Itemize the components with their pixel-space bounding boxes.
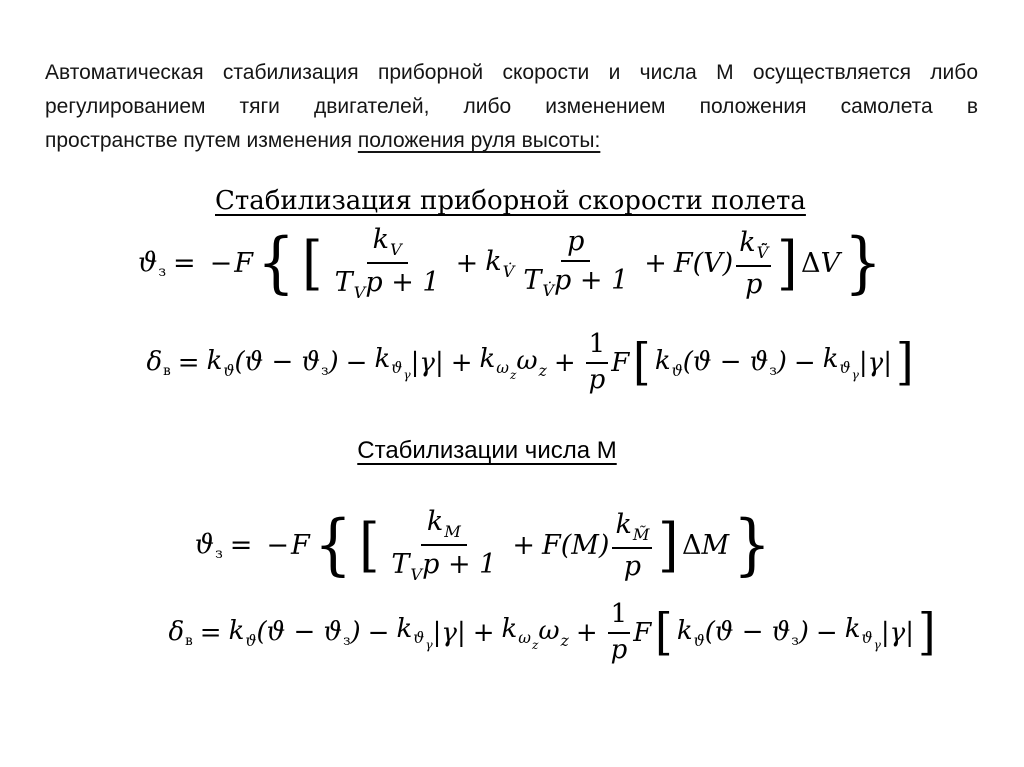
math-subsubscript: γ <box>403 367 411 382</box>
math-subsubscript: γ <box>851 367 859 382</box>
math-subscript: ϑ <box>223 361 235 380</box>
fraction <box>329 224 446 303</box>
math-token: |γ| <box>858 347 892 378</box>
math-token: ϑ <box>194 528 215 560</box>
paragraph-line <box>45 124 978 158</box>
open-bracket: [ <box>358 510 380 579</box>
equals-sign: = <box>173 247 196 279</box>
close-brace: } <box>733 506 772 584</box>
math-token: |γ| <box>410 347 444 378</box>
math-token: ) <box>350 616 361 647</box>
math-subscript <box>413 629 433 652</box>
math-token: ω <box>516 346 538 377</box>
formula-elevator-mach <box>169 600 940 666</box>
math-subscript: M <box>444 521 461 541</box>
math-token: T <box>334 267 353 299</box>
math-token: T <box>523 265 542 297</box>
plus-sign: + <box>644 247 667 279</box>
paragraph-text: пространстве путем изменения <box>45 129 358 152</box>
math-token: k <box>615 509 632 541</box>
math-token: p + 1 <box>422 549 497 581</box>
math-token <box>845 614 881 652</box>
math-subscript: з <box>215 546 223 563</box>
paragraph-line <box>45 56 978 90</box>
math-subscript: ϑ <box>245 631 257 650</box>
math-token: ϑ <box>413 629 425 648</box>
paragraph-text: регулированием тяги двигателей, либо изменением положения самолета в <box>45 95 978 118</box>
math-subscript: з <box>321 362 329 379</box>
math-token <box>683 347 787 379</box>
numerator <box>736 227 771 266</box>
minus-sign: − <box>345 347 368 378</box>
math-token: ϑ <box>839 359 851 378</box>
math-token: ω <box>496 359 509 378</box>
math-token <box>502 614 539 652</box>
minus-sign: − <box>815 617 838 648</box>
fraction <box>736 227 771 299</box>
minus-sign: − <box>793 347 816 378</box>
close-bracket: ] <box>777 228 798 297</box>
math-token <box>655 346 683 380</box>
numerator <box>561 226 590 262</box>
math-subscript <box>518 629 539 652</box>
paragraph-line <box>45 90 978 124</box>
math-subsubscript: γ <box>873 637 881 652</box>
paragraph-text: Автоматическая стабилизация приборной скорости и числа М осуществляется либо <box>45 61 978 84</box>
math-token <box>147 347 171 379</box>
formula-theta-mach-row <box>0 506 1024 585</box>
math-token <box>480 344 517 382</box>
math-subscript: V̇ <box>502 261 515 281</box>
math-subscript: ϑ <box>693 631 705 650</box>
intro-paragraph <box>45 56 978 158</box>
plus-sign: + <box>575 617 598 648</box>
math-token <box>234 347 338 379</box>
math-token: F <box>234 247 253 279</box>
math-token: p <box>745 268 763 300</box>
close-brace: } <box>844 224 882 302</box>
math-token: k <box>822 343 839 374</box>
math-token: F <box>611 347 630 378</box>
math-token: ϑ <box>391 359 403 378</box>
math-token: F(V) <box>673 247 734 279</box>
math-subsubscript: z <box>531 637 539 652</box>
math-token: |γ| <box>432 617 466 648</box>
math-token <box>682 530 729 561</box>
plus-sign: + <box>450 347 473 378</box>
math-token: F <box>291 529 310 561</box>
math-token <box>374 344 410 382</box>
math-subscript: в <box>185 632 193 649</box>
mach-section-heading-wrap <box>0 437 1024 465</box>
mach-section-heading: Стабилизации числа М <box>357 437 617 464</box>
math-subscript: V̈̃ <box>756 242 769 262</box>
numerator <box>421 506 467 546</box>
math-token: F <box>633 617 652 648</box>
math-token: k <box>228 616 245 647</box>
math-token: |γ| <box>880 617 914 648</box>
math-token: k <box>654 346 671 377</box>
open-bracket: [ <box>302 228 323 297</box>
math-subscript: з <box>343 632 351 649</box>
math-token: ) <box>776 346 787 377</box>
math-token <box>538 616 568 650</box>
math-token: k <box>479 343 496 374</box>
math-subscript: V <box>410 565 423 585</box>
math-token <box>705 617 809 649</box>
math-token: (ϑ − ϑ <box>256 616 343 647</box>
plus-sign: + <box>455 247 479 279</box>
minus-sign: − <box>209 247 233 279</box>
delta-symbol: Δ <box>682 529 702 561</box>
math-token: p <box>623 550 642 582</box>
math-subscript: V̇ <box>542 281 555 301</box>
math-token: M <box>701 529 730 561</box>
open-bracket: [ <box>633 333 651 392</box>
close-bracket: ] <box>917 603 936 662</box>
math-token: p <box>567 226 585 258</box>
math-token: p + 1 <box>554 265 629 297</box>
numerator <box>612 509 652 548</box>
math-subscript: з <box>791 632 799 649</box>
math-token <box>485 246 514 281</box>
math-token: (ϑ − ϑ <box>234 346 321 377</box>
math-token: k <box>426 506 444 537</box>
math-token <box>169 617 193 649</box>
math-subsubscript: γ <box>425 637 433 652</box>
speed-section-heading: Стабилизация приборной скорости полета <box>215 186 806 216</box>
fraction <box>612 509 652 581</box>
denominator <box>385 546 502 584</box>
math-token: k <box>396 613 413 644</box>
math-token: ϑ <box>138 246 158 278</box>
minus-sign: − <box>266 529 290 561</box>
fraction <box>586 330 609 396</box>
denominator <box>329 264 446 302</box>
open-brace: { <box>313 506 352 584</box>
math-token <box>138 247 166 280</box>
math-token: T <box>391 549 410 581</box>
math-token <box>207 346 235 380</box>
math-token: ω <box>538 616 560 647</box>
math-subscript: з <box>769 362 777 379</box>
math-token: V <box>820 247 840 279</box>
math-subscript: ϑ <box>671 361 683 380</box>
plus-sign: + <box>472 617 495 648</box>
formula-elevator-mach-row <box>0 600 1024 666</box>
open-bracket: [ <box>655 603 673 662</box>
math-token: ω <box>518 629 531 648</box>
open-brace: { <box>257 224 295 302</box>
math-subscript: V <box>389 239 402 259</box>
math-token <box>229 616 257 650</box>
formula-elevator-speed <box>147 330 918 396</box>
close-bracket: ] <box>895 333 914 392</box>
underlined-phrase: положения руля высоты: <box>357 129 601 152</box>
math-subscript: в <box>163 362 171 379</box>
formula-theta-speed <box>138 224 886 303</box>
denominator <box>621 549 644 582</box>
math-token: k <box>844 613 861 644</box>
fraction <box>608 600 631 666</box>
math-token: k <box>206 346 223 377</box>
equals-sign: = <box>229 529 253 561</box>
math-token: k <box>676 616 693 647</box>
math-subsubscript: z <box>509 367 517 382</box>
equals-sign: = <box>177 347 200 378</box>
math-token <box>823 344 859 382</box>
formula-theta-speed-row <box>0 224 1024 303</box>
math-token: p + 1 <box>365 267 440 299</box>
formula-theta-mach <box>195 506 775 585</box>
numerator <box>367 224 408 264</box>
math-subscript: z <box>560 631 569 650</box>
math-token: k <box>501 613 518 644</box>
math-token: (ϑ − ϑ <box>704 616 791 647</box>
denominator: p <box>588 364 606 395</box>
math-token <box>801 248 840 279</box>
math-subscript: з <box>158 264 167 281</box>
close-bracket: ] <box>658 510 679 579</box>
minus-sign: − <box>367 617 390 648</box>
fraction <box>385 506 502 585</box>
math-token: δ <box>168 616 185 647</box>
math-token: (ϑ − ϑ <box>682 346 769 377</box>
math-token: F(M) <box>541 529 610 561</box>
math-subscript <box>839 359 859 382</box>
plus-sign: + <box>512 529 535 561</box>
plus-sign: + <box>553 347 576 378</box>
math-token: ) <box>798 616 809 647</box>
math-token <box>516 346 546 380</box>
math-token: ϑ <box>861 629 873 648</box>
math-subscript <box>391 359 411 382</box>
math-token <box>396 614 432 652</box>
denominator <box>742 267 765 300</box>
math-token <box>256 617 360 649</box>
math-subscript: M̃ <box>632 524 650 544</box>
math-token <box>195 529 223 562</box>
math-subscript: z <box>538 361 547 380</box>
math-token: k <box>739 227 756 259</box>
math-token <box>677 616 705 650</box>
fraction <box>517 226 634 300</box>
math-token: k <box>372 224 389 255</box>
math-subscript: V <box>353 283 366 303</box>
denominator: p <box>610 634 628 665</box>
math-subscript <box>861 629 881 652</box>
denominator <box>517 262 634 300</box>
math-token: k <box>485 246 502 278</box>
math-subscript <box>496 359 517 382</box>
math-token: δ <box>146 346 163 377</box>
math-token: ) <box>328 346 339 377</box>
formula-elevator-speed-row <box>0 330 1024 396</box>
math-token: k <box>374 343 391 374</box>
delta-symbol: Δ <box>800 247 821 279</box>
numerator: 1 <box>608 600 631 634</box>
equals-sign: = <box>199 617 222 648</box>
numerator: 1 <box>586 330 609 364</box>
